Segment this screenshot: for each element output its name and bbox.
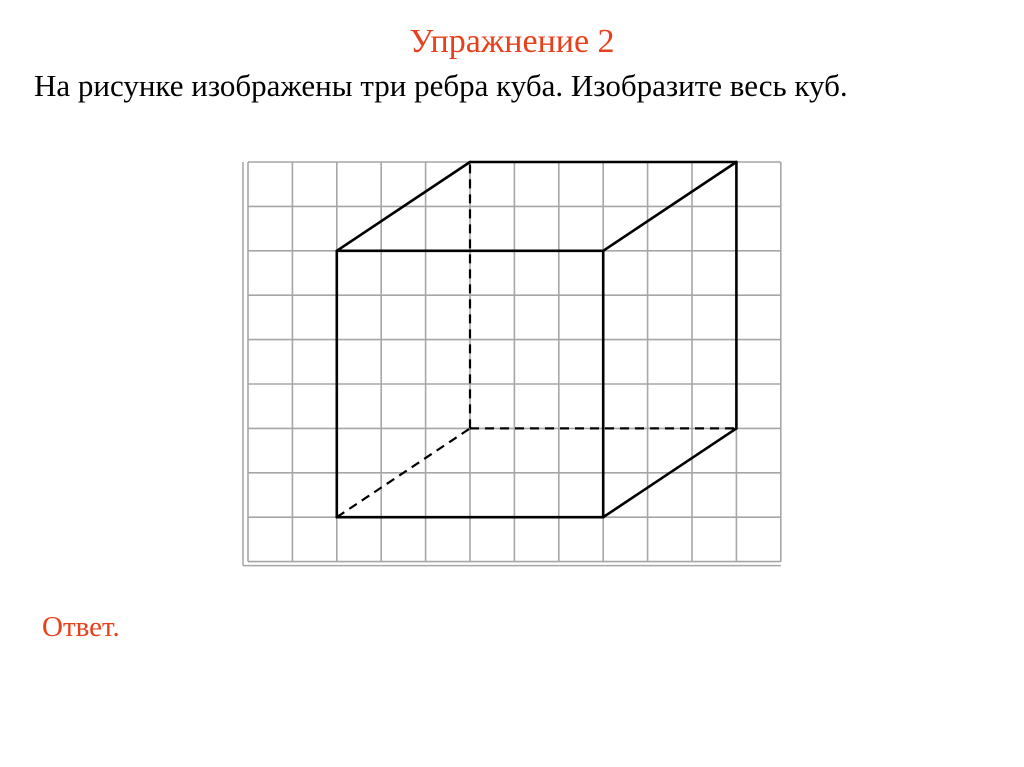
slide-title: Упражнение 2 (409, 23, 615, 60)
answer-label: Ответ. (42, 611, 120, 643)
grid (243, 162, 781, 566)
exercise-statement: На рисунке изображены три ребра куба. Изобразите весь куб. (34, 68, 848, 103)
